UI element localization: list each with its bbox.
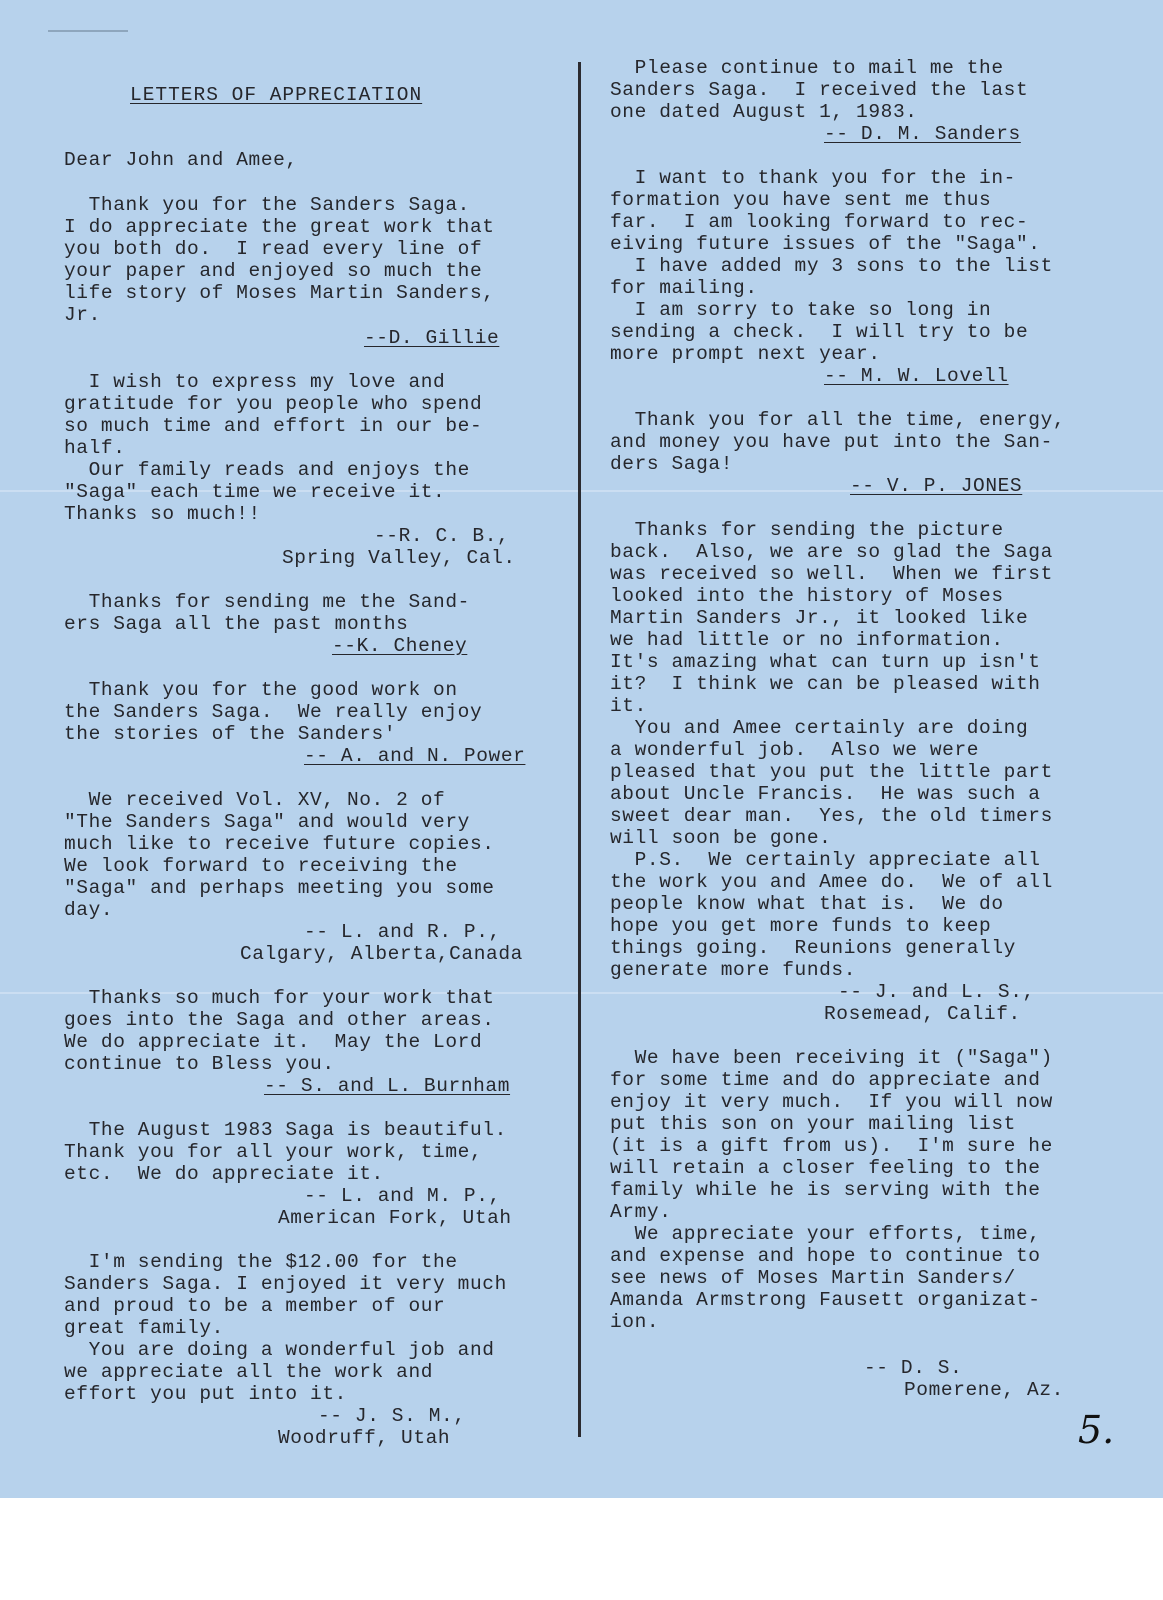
letter-line: continue to Bless you. <box>64 1053 335 1075</box>
letter-line: about Uncle Francis. He was such a <box>610 783 1041 805</box>
letter-line: Thank you for the good work on <box>64 679 458 701</box>
letter-line: for some time and do appreciate and <box>610 1069 1041 1091</box>
letter-line: it? I think we can be pleased with <box>610 673 1041 695</box>
letter-line: "Saga" and perhaps meeting you some <box>64 877 495 899</box>
letter-line: "The Sanders Saga" and would very <box>64 811 470 833</box>
letter-line: Army. <box>610 1201 672 1223</box>
signature: -- J. and L. S., <box>838 981 1035 1003</box>
letter-line: eiving future issues of the "Saga". <box>610 233 1041 255</box>
letter-line: pleased that you put the little part <box>610 761 1053 783</box>
letter-line: the stories of the Sanders' <box>64 723 397 745</box>
column-divider <box>578 62 581 1437</box>
letter-line: I do appreciate the great work that <box>64 216 495 238</box>
letter-line: P.S. We certainly appreciate all <box>610 849 1041 871</box>
signature-place: Pomerene, Az. <box>904 1379 1064 1401</box>
letter-line: Jr. <box>64 304 101 326</box>
letter-line: was received so well. When we first <box>610 563 1053 585</box>
signature: -- A. and N. Power <box>304 745 526 767</box>
letter-line: It's amazing what can turn up isn't <box>610 651 1041 673</box>
signature-place: American Fork, Utah <box>278 1207 512 1229</box>
letter-line: I am sorry to take so long in <box>610 299 992 321</box>
letter-line: We have been receiving it ("Saga") <box>610 1047 1053 1069</box>
letter-line: "Saga" each time we receive it. <box>64 481 446 503</box>
signature: -- S. and L. Burnham <box>264 1075 511 1097</box>
letter-line: sending a check. I will try to be <box>610 321 1029 343</box>
letter-line: Thanks for sending the picture <box>610 519 1004 541</box>
letter-line: looked into the history of Moses <box>610 585 1004 607</box>
letter-line: The August 1983 Saga is beautiful. <box>64 1119 507 1141</box>
letter-line: Thank you for all your work, time, <box>64 1141 483 1163</box>
letter-line: and expense and hope to continue to <box>610 1245 1041 1267</box>
letter-line: ion. <box>610 1311 660 1333</box>
letter-line: Thanks so much for your work that <box>64 987 495 1009</box>
letter-line: more prompt next year. <box>610 343 881 365</box>
letter-line: etc. We do appreciate it. <box>64 1163 384 1185</box>
letter-line: Thanks for sending me the Sand- <box>64 591 470 613</box>
letter-line: Sanders Saga. I enjoyed it very much <box>64 1273 507 1295</box>
letter-line: one dated August 1, 1983. <box>610 101 918 123</box>
letter-line: you both do. I read every line of <box>64 238 483 260</box>
letter-line: will retain a closer feeling to the <box>610 1157 1041 1179</box>
letter-line: gratitude for you people who spend <box>64 393 483 415</box>
letter-line: we appreciate all the work and <box>64 1361 434 1383</box>
signature: -- L. and M. P., <box>304 1185 501 1207</box>
letter-line: and proud to be a member of our <box>64 1295 446 1317</box>
letter-line: effort you put into it. <box>64 1383 347 1405</box>
letter-line: hope you get more funds to keep <box>610 915 992 937</box>
letter-line: a wonderful job. Also we were <box>610 739 980 761</box>
letter-line: put this son on your mailing list <box>610 1113 1016 1135</box>
signature: -- L. and R. P., <box>304 921 501 943</box>
letter-line: ers Saga all the past months <box>64 613 409 635</box>
signature: -- M. W. Lovell <box>824 365 1009 387</box>
letter-line: generate more funds. <box>610 959 857 981</box>
letter-line: goes into the Saga and other areas. <box>64 1009 495 1031</box>
letter-line: far. I am looking forward to rec- <box>610 211 1029 233</box>
signature: --R. C. B., <box>374 525 510 547</box>
letter-line: Martin Sanders Jr., it looked like <box>610 607 1029 629</box>
letter-line: Sanders Saga. I received the last <box>610 79 1029 101</box>
page-title: LETTERS OF APPRECIATION <box>130 84 423 106</box>
letter-line: I'm sending the $12.00 for the <box>64 1251 458 1273</box>
letter-line: We look forward to receiving the <box>64 855 458 877</box>
letter-line: things going. Reunions generally <box>610 937 1016 959</box>
letter-line: Please continue to mail me the <box>610 57 1004 79</box>
letter-line: and money you have put into the San- <box>610 431 1053 453</box>
letter-line: your paper and enjoyed so much the <box>64 260 483 282</box>
letter-line: the work you and Amee do. We of all <box>610 871 1053 893</box>
letter-line: Our family reads and enjoys the <box>64 459 470 481</box>
letter-line: great family. <box>64 1317 224 1339</box>
signature: --D. Gillie <box>364 327 500 349</box>
letter-line: so much time and effort in our be- <box>64 415 483 437</box>
salutation: Dear John and Amee, <box>64 149 298 171</box>
letter-line: people know what that is. We do <box>610 893 1004 915</box>
letter-line: enjoy it very much. If you will now <box>610 1091 1053 1113</box>
letter-line: half. <box>64 437 126 459</box>
letter-line: for mailing. <box>610 277 758 299</box>
letter-line: ders Saga! <box>610 453 734 475</box>
signature-place: Rosemead, Calif. <box>824 1003 1021 1025</box>
letter-line: You and Amee certainly are doing <box>610 717 1029 739</box>
letter-line: I wish to express my love and <box>64 371 446 393</box>
signature: -- V. P. JONES <box>850 475 1023 497</box>
letter-line: I have added my 3 sons to the list <box>610 255 1053 277</box>
letter-line: sweet dear man. Yes, the old timers <box>610 805 1053 827</box>
letter-line: we had little or no information. <box>610 629 1004 651</box>
signature: -- J. S. M., <box>318 1405 466 1427</box>
margin-mark <box>48 30 128 32</box>
signature: --K. Cheney <box>332 635 468 657</box>
letter-line: Thanks so much!! <box>64 503 261 525</box>
letter-line: life story of Moses Martin Sanders, <box>64 282 495 304</box>
letter-line: back. Also, we are so glad the Saga <box>610 541 1053 563</box>
letter-line: Thank you for all the time, energy, <box>610 409 1066 431</box>
letter-line: much like to receive future copies. <box>64 833 495 855</box>
letter-line: the Sanders Saga. We really enjoy <box>64 701 483 723</box>
signature: -- D. S. <box>864 1357 963 1379</box>
letter-line: will soon be gone. <box>610 827 832 849</box>
signature-place: Calgary, Alberta,Canada <box>240 943 523 965</box>
letter-line: Amanda Armstrong Fausett organizat- <box>610 1289 1041 1311</box>
letter-line: We do appreciate it. May the Lord <box>64 1031 483 1053</box>
page-number: 5. <box>1078 1408 1115 1452</box>
signature-place: Spring Valley, Cal. <box>282 547 516 569</box>
letter-line: family while he is serving with the <box>610 1179 1041 1201</box>
letter-line: (it is a gift from us). I'm sure he <box>610 1135 1053 1157</box>
letter-line: formation you have sent me thus <box>610 189 992 211</box>
letter-line: it. <box>610 695 647 717</box>
letter-line: Thank you for the Sanders Saga. <box>64 194 470 216</box>
signature-place: Woodruff, Utah <box>278 1427 451 1449</box>
letter-line: We appreciate your efforts, time, <box>610 1223 1041 1245</box>
letter-line: We received Vol. XV, No. 2 of <box>64 789 446 811</box>
signature: -- D. M. Sanders <box>824 123 1021 145</box>
letter-line: see news of Moses Martin Sanders/ <box>610 1267 1016 1289</box>
letter-line: I want to thank you for the in- <box>610 167 1016 189</box>
letter-line: You are doing a wonderful job and <box>64 1339 495 1361</box>
letter-line: day. <box>64 899 114 921</box>
